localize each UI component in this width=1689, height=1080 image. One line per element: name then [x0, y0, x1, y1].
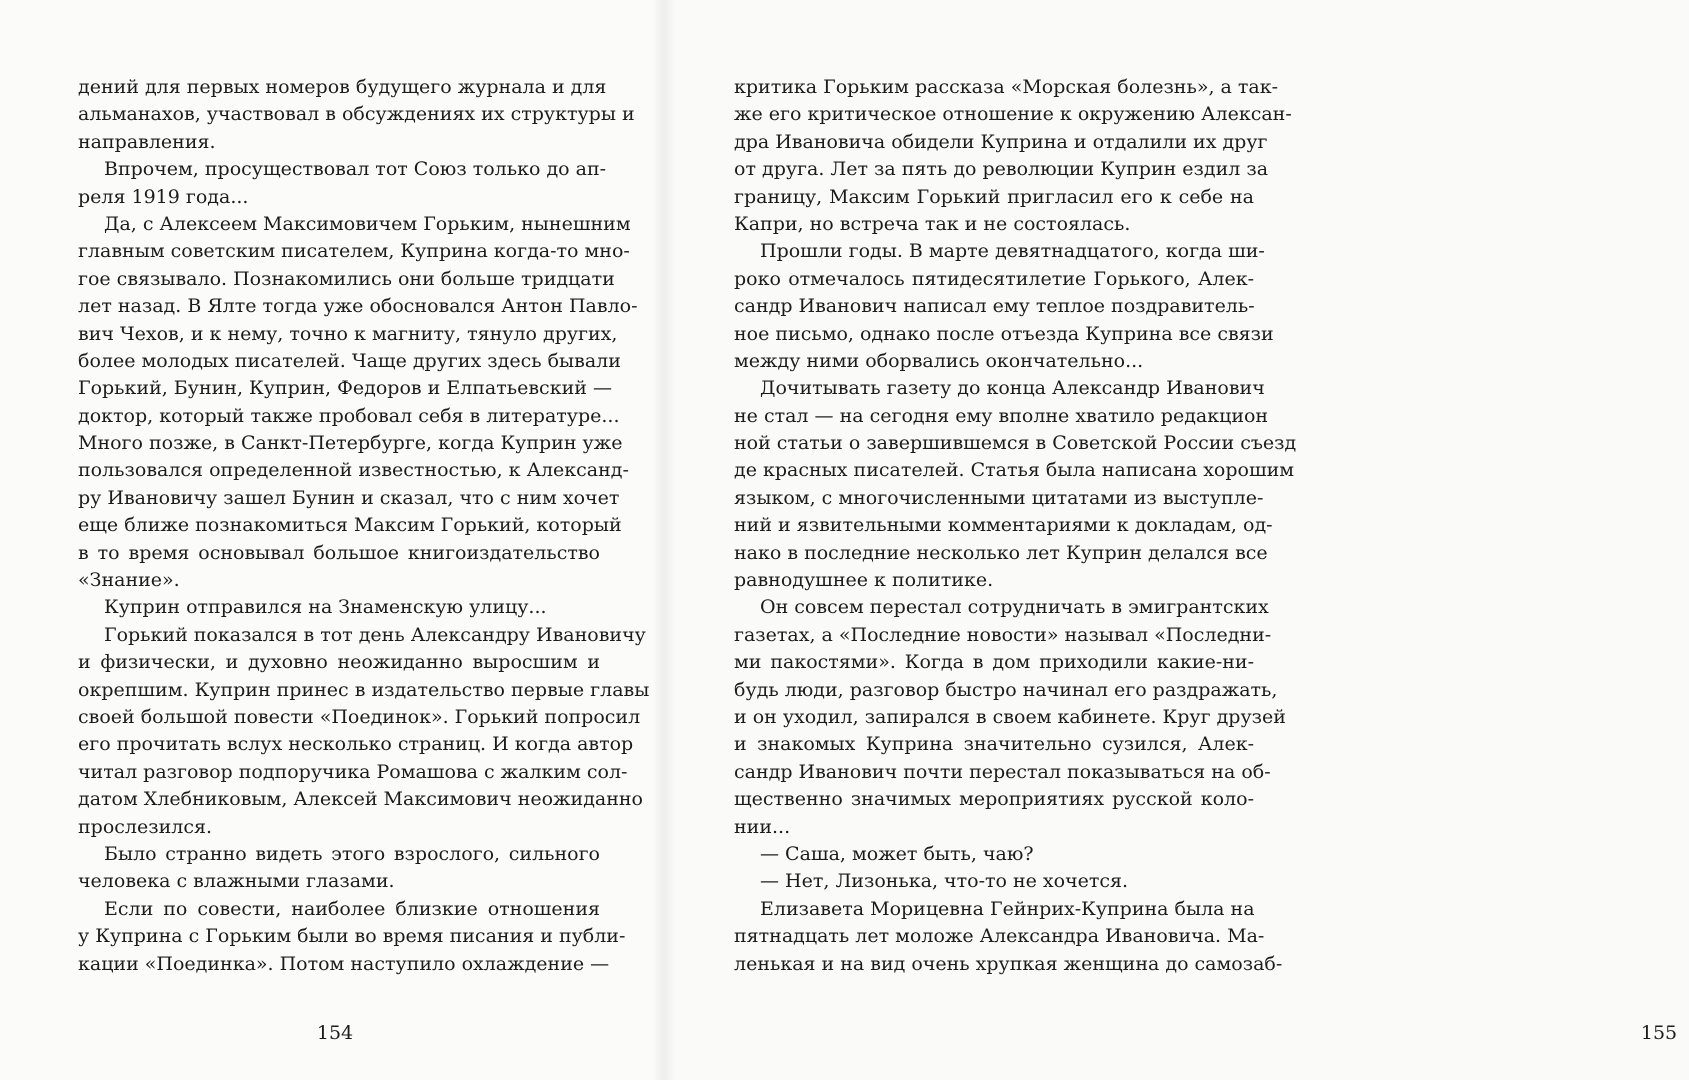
text-line: дений для первых номеров будущего журнала и для [78, 76, 607, 98]
text-line: читал разговор подпоручика Ромашова с жалким сол- [78, 760, 628, 783]
text-line: человека с влажными глазами. [78, 870, 395, 893]
text-line: границу, Максим Горький пригласил его к себе на [734, 185, 1254, 208]
text-line: Он совсем перестал сотрудничать в эмигрантских [760, 596, 1269, 619]
text-line: ленькая и на вид очень хрупкая женщина до самозаб- [734, 952, 1283, 975]
text-line: более молодых писателей. Чаще других здесь бывали [78, 349, 621, 372]
text-line: альманахов, участвовал в обсуждениях их структуры и [78, 103, 635, 126]
text-line: прослезился. [78, 815, 212, 838]
text-line: ми пакостями». Когда в дом приходили какие-ни- [734, 651, 1254, 674]
text-line: Да, с Алексеем Максимовичем Горьким, нынешним [104, 212, 631, 235]
text-line: Елизавета Морицевна Гейнрих-Куприна была на [760, 897, 1255, 920]
text-line: не стал — на сегодня ему вполне хватило редакцион [734, 404, 1269, 427]
text-line: Много позже, в Санкт-Петербурге, когда Куприн уже [78, 432, 623, 455]
left-page [0, 0, 664, 1080]
text-line: языком, с многочисленными цитатами из выступле- [734, 486, 1264, 509]
text-line: у Куприна с Горьким были во время писания и публи- [78, 925, 626, 948]
text-line: и он уходил, запирался в своем кабинете. Круг друзей [734, 705, 1286, 728]
text-line: Капри, но встреча так и не состоялась. [734, 212, 1131, 235]
text-line: сандр Иванович написал ему теплое поздравитель- [734, 295, 1255, 318]
text-line: и знакомых Куприна значительно сузился, Алек- [734, 733, 1254, 756]
text-line: Впрочем, просуществовал тот Союз только до ап- [104, 158, 607, 181]
book-gutter [652, 0, 676, 1080]
text-line: щественно значимых мероприятиях русской коло- [734, 788, 1254, 811]
text-line: Горький показался в тот день Александру Ивановичу [104, 623, 646, 646]
text-line: Прошли годы. В марте девятнадцатого, когда ши- [760, 240, 1265, 263]
text-line: главным советским писателем, Куприна когда-то мно- [78, 240, 630, 263]
text-line: дра Ивановича обидели Куприна и отдалили их друг [734, 130, 1268, 153]
text-line: вич Чехов, и к нему, точно к магниту, тянуло других, [78, 322, 618, 345]
text-line: будь люди, разговор быстро начинал его раздражать, [734, 678, 1278, 701]
text-line: лет назад. В Ялте тогда уже обосновался Антон Павло- [78, 295, 638, 318]
left-page-text [78, 74, 650, 978]
text-line: между ними оборвались окончательно... [734, 349, 1144, 372]
text-line: сандр Иванович почти перестал показываться на об- [734, 760, 1271, 783]
text-line: газетах, а «Последние новости» называл «Последни- [734, 623, 1272, 646]
text-line: критика Горьким рассказа «Морская болезнь», а так- [734, 76, 1279, 98]
right-page-number: 155 [1640, 1022, 1678, 1044]
text-line: кации «Поединка». Потом наступило охлаждение — [78, 952, 610, 975]
text-line: Дочитывать газету до конца Александр Иванович [760, 377, 1265, 400]
text-line: — Саша, может быть, чаю? [760, 842, 1034, 865]
text-line: окрепшим. Куприн принес в издательство первые главы [78, 678, 650, 701]
text-line: «Знание». [78, 569, 180, 592]
text-line: ру Ивановичу зашел Бунин и сказал, что с ним хочет [78, 486, 620, 509]
text-line: — Нет, Лизонька, что-то не хочется. [760, 870, 1129, 893]
text-line: Если по совести, наиболее близкие отношения [104, 897, 600, 920]
text-line: Было странно видеть этого взрослого, сильного [104, 842, 600, 865]
text-line: реля 1919 года... [78, 185, 249, 208]
text-line: нако в последние несколько лет Куприн делался все [734, 541, 1268, 564]
text-line: же его критическое отношение к окружению Алексан- [734, 103, 1292, 126]
text-line: Горький, Бунин, Куприн, Федоров и Елпатьевский — [78, 377, 612, 400]
text-line: и физически, и духовно неожиданно выросшим и [78, 651, 600, 674]
text-line: пользовался определенной известностью, к Александ- [78, 459, 629, 482]
text-line: нии... [734, 815, 791, 838]
right-page-text [734, 74, 1297, 978]
text-line: его прочитать вслух несколько страниц. И когда автор [78, 733, 634, 756]
text-line: роко отмечалось пятидесятилетие Горького, Алек- [734, 267, 1254, 290]
text-line: еще ближе познакомиться Максим Горький, который [78, 514, 622, 537]
text-line: ний и язвительными комментариями к докладам, од- [734, 514, 1273, 537]
text-line: гое связывало. Познакомились они больше тридцати [78, 267, 615, 290]
text-line: ное письмо, однако после отъезда Куприна все связи [734, 322, 1274, 345]
text-line: доктор, который также пробовал себя в литературе... [78, 404, 620, 427]
text-line: де красных писателей. Статья была написана хорошим [734, 459, 1295, 482]
text-line: равнодушнее к политике. [734, 569, 994, 592]
text-line: в то время основывал большое книгоиздательство [78, 541, 600, 564]
text-line: своей большой повести «Поединок». Горький попросил [78, 705, 641, 728]
text-line: ной статьи о завершившемся в Советской России съезд [734, 432, 1297, 455]
text-line: Куприн отправился на Знаменскую улицу... [104, 596, 547, 619]
text-line: датом Хлебниковым, Алексей Максимович неожиданно [78, 788, 643, 811]
text-line: от друга. Лет за пять до революции Куприн ездил за [734, 158, 1269, 181]
left-page-number: 154 [316, 1022, 354, 1044]
text-line: пятнадцать лет моложе Александра Ивановича. Ма- [734, 925, 1265, 948]
text-line: направления. [78, 130, 216, 153]
